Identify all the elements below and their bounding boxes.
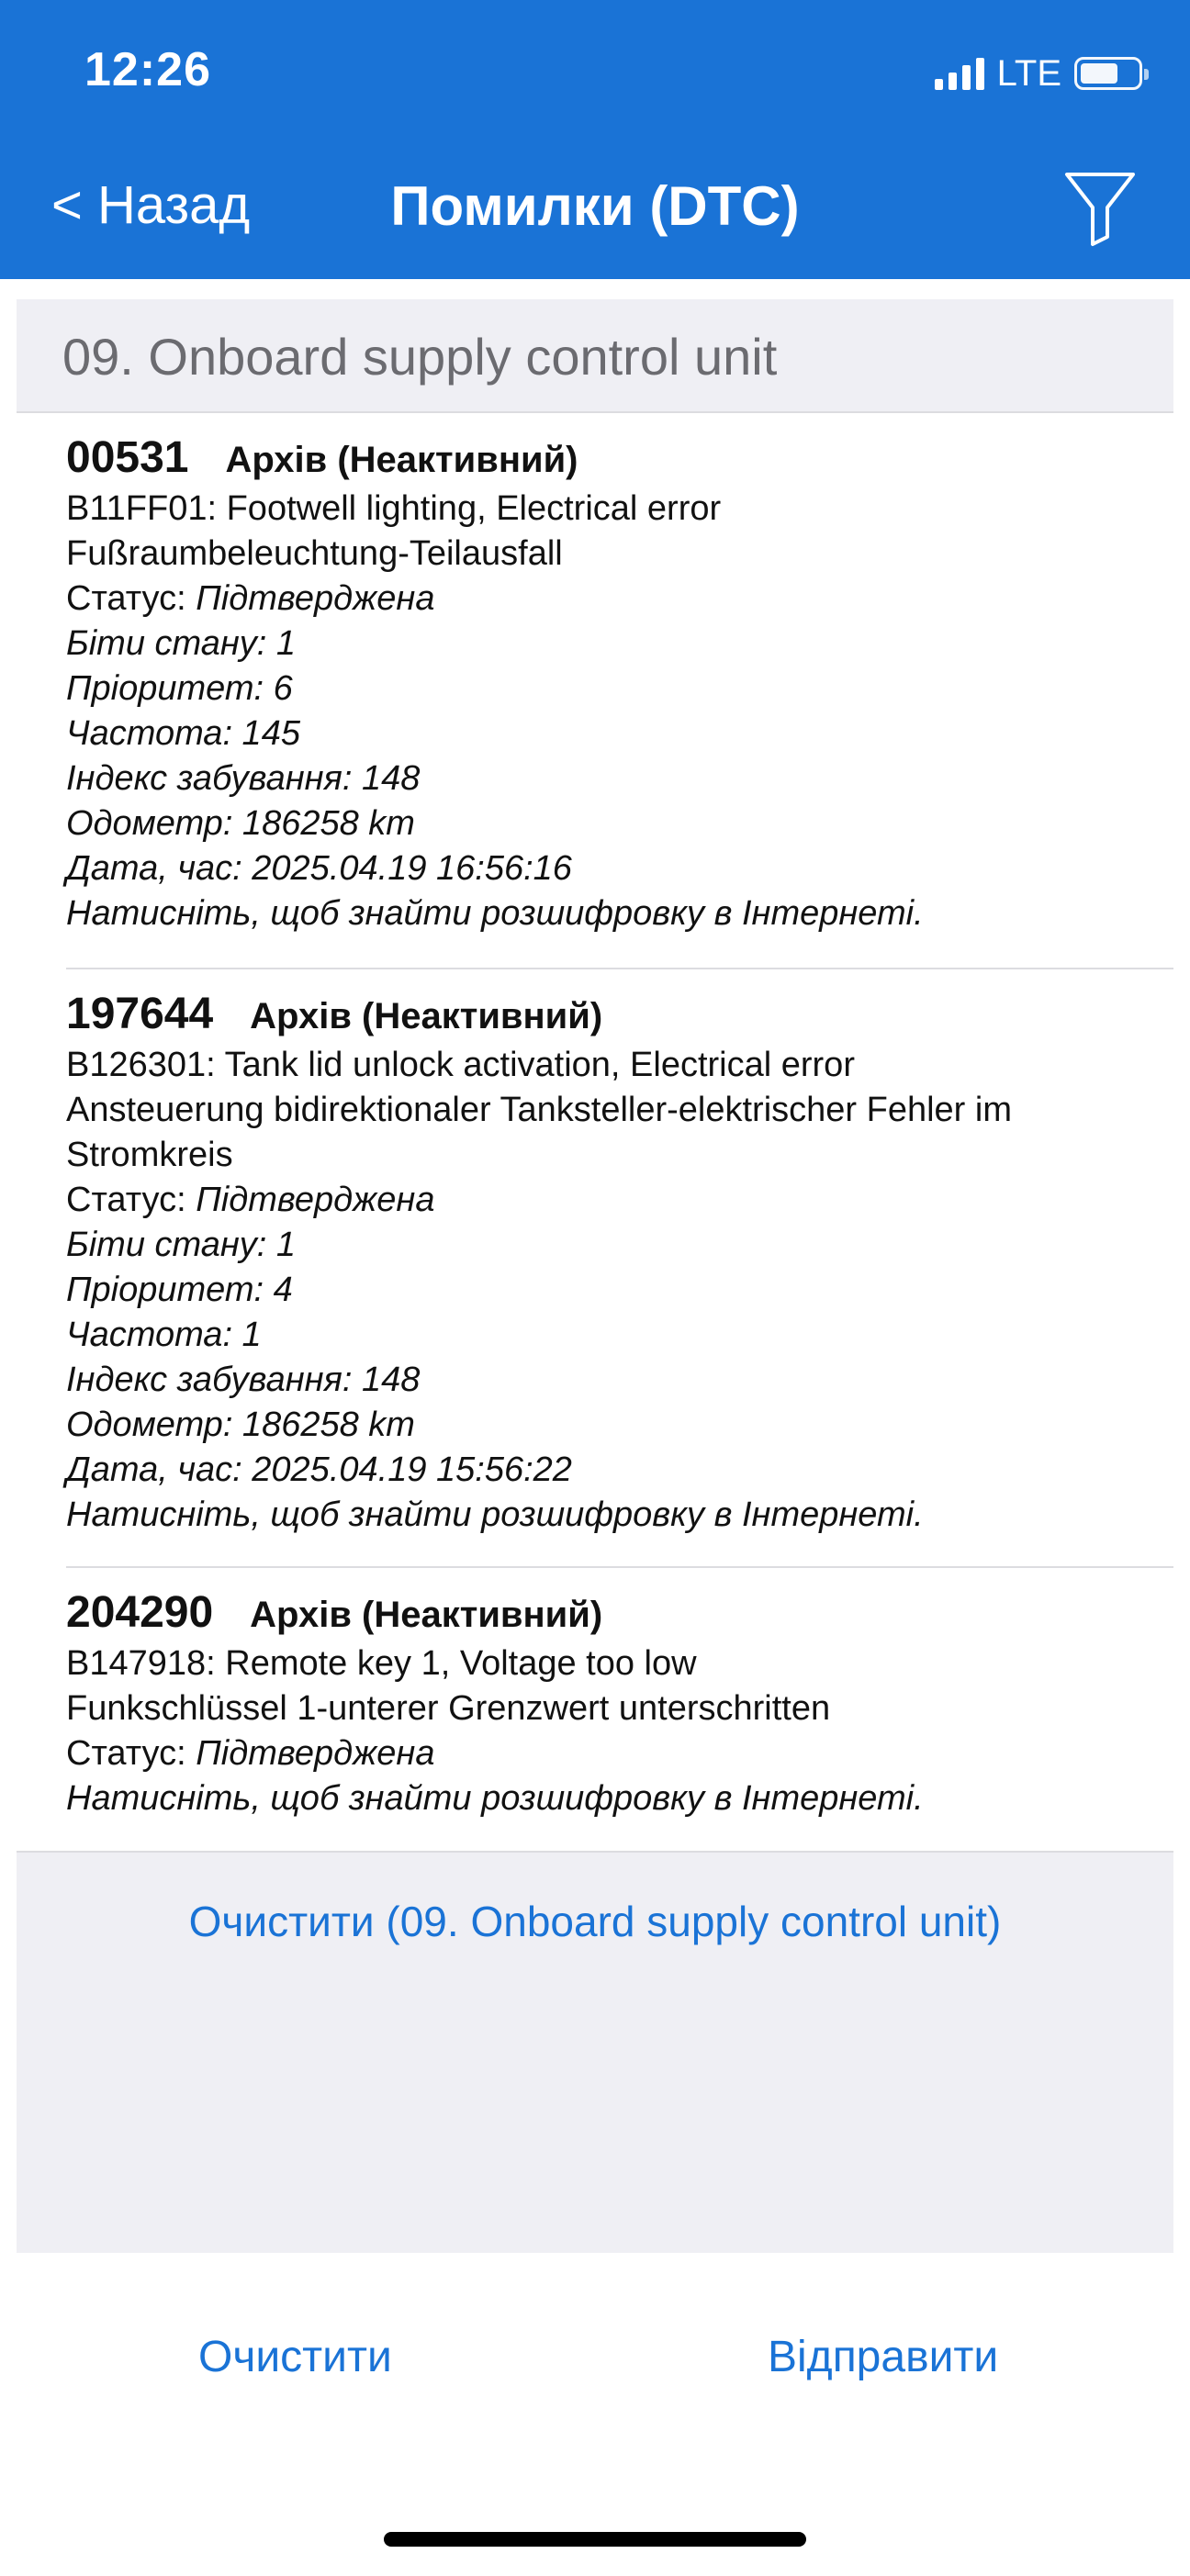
dtc-item[interactable] [66, 991, 1168, 1538]
dtc-description-en: B147918: Remote key 1, Voltage too low [66, 1644, 697, 1683]
dtc-status [66, 1731, 1168, 1776]
navigation-bar [0, 0, 1190, 279]
dtc-priority: Пріоритет: 4 [66, 1271, 293, 1309]
dtc-state: Архів (Неактивний) [250, 996, 603, 1036]
dtc-code: 197644 [66, 990, 214, 1038]
dtc-status [66, 1178, 1168, 1223]
dtc-status-bits: Біти стану: 1 [66, 624, 297, 663]
dtc-frequency: Частота: 145 [66, 714, 300, 753]
clear-all-button[interactable]: Очистити [198, 2333, 392, 2381]
dtc-description-de: Fußraumbeleuchtung-Teilausfall [66, 534, 563, 573]
battery-icon [1074, 57, 1142, 90]
dtc-status-label: Статус: [66, 1181, 186, 1219]
signal-icon [935, 57, 984, 90]
section-title: 09. Onboard supply control unit [62, 328, 778, 386]
filter-icon[interactable] [1061, 165, 1139, 248]
send-button[interactable]: Відправити [768, 2333, 999, 2381]
dtc-state: Архів (Неактивний) [225, 440, 578, 480]
dtc-status [66, 577, 1168, 622]
dtc-status-label: Статус: [66, 579, 186, 618]
back-button[interactable]: < Назад [51, 175, 251, 235]
dtc-search-hint[interactable]: Натисніть, щоб знайти розшифровку в Інтернеті. [66, 1779, 924, 1818]
dtc-search-hint[interactable]: Натисніть, щоб знайти розшифровку в Інтернеті. [66, 894, 924, 933]
dtc-search-hint[interactable]: Натисніть, щоб знайти розшифровку в Інтернеті. [66, 1495, 924, 1534]
dtc-frequency: Частота: 1 [66, 1316, 262, 1354]
dtc-priority: Пріоритет: 6 [66, 669, 293, 708]
dtc-datetime: Дата, час: 2025.04.19 15:56:22 [66, 1450, 572, 1489]
dtc-status-value: Підтверджена [196, 1181, 435, 1219]
network-type: LTE [996, 52, 1061, 94]
dtc-description-en: B11FF01: Footwell lighting, Electrical error [66, 489, 722, 528]
clear-section-panel [17, 1851, 1173, 2253]
section-header [17, 299, 1173, 413]
dtc-description-en: B126301: Tank lid unlock activation, Electrical error [66, 1046, 855, 1084]
dtc-status-value: Підтверджена [196, 579, 435, 618]
dtc-code: 204290 [66, 1588, 214, 1637]
dtc-description-de: Ansteuerung bidirektionaler Tanksteller-elektrischer Fehler im Stromkreis [66, 1091, 1012, 1174]
row-separator [66, 1566, 1173, 1568]
home-indicator[interactable] [384, 2532, 806, 2547]
dtc-forget-index: Індекс забування: 148 [66, 1361, 421, 1399]
clear-section-button[interactable]: Очистити (09. Onboard supply control unit) [188, 1898, 1002, 1945]
dtc-state: Архів (Неактивний) [250, 1595, 603, 1635]
status-time: 12:26 [84, 43, 211, 96]
dtc-datetime: Дата, час: 2025.04.19 16:56:16 [66, 849, 572, 888]
dtc-item[interactable] [66, 1590, 1168, 1821]
dtc-forget-index: Індекс забування: 148 [66, 759, 421, 798]
dtc-status-label: Статус: [66, 1734, 186, 1773]
status-indicators [935, 53, 1142, 94]
dtc-item[interactable] [66, 435, 1168, 936]
dtc-code: 00531 [66, 433, 189, 482]
page-title: Помилки (DTC) [390, 175, 800, 237]
dtc-description-de: Funkschlüssel 1-unterer Grenzwert unterschritten [66, 1689, 831, 1728]
dtc-status-value: Підтверджена [196, 1734, 435, 1773]
dtc-status-bits: Біти стану: 1 [66, 1226, 297, 1264]
dtc-odometer: Одометр: 186258 km [66, 804, 415, 843]
dtc-odometer: Одометр: 186258 km [66, 1406, 415, 1444]
row-separator [66, 968, 1173, 969]
